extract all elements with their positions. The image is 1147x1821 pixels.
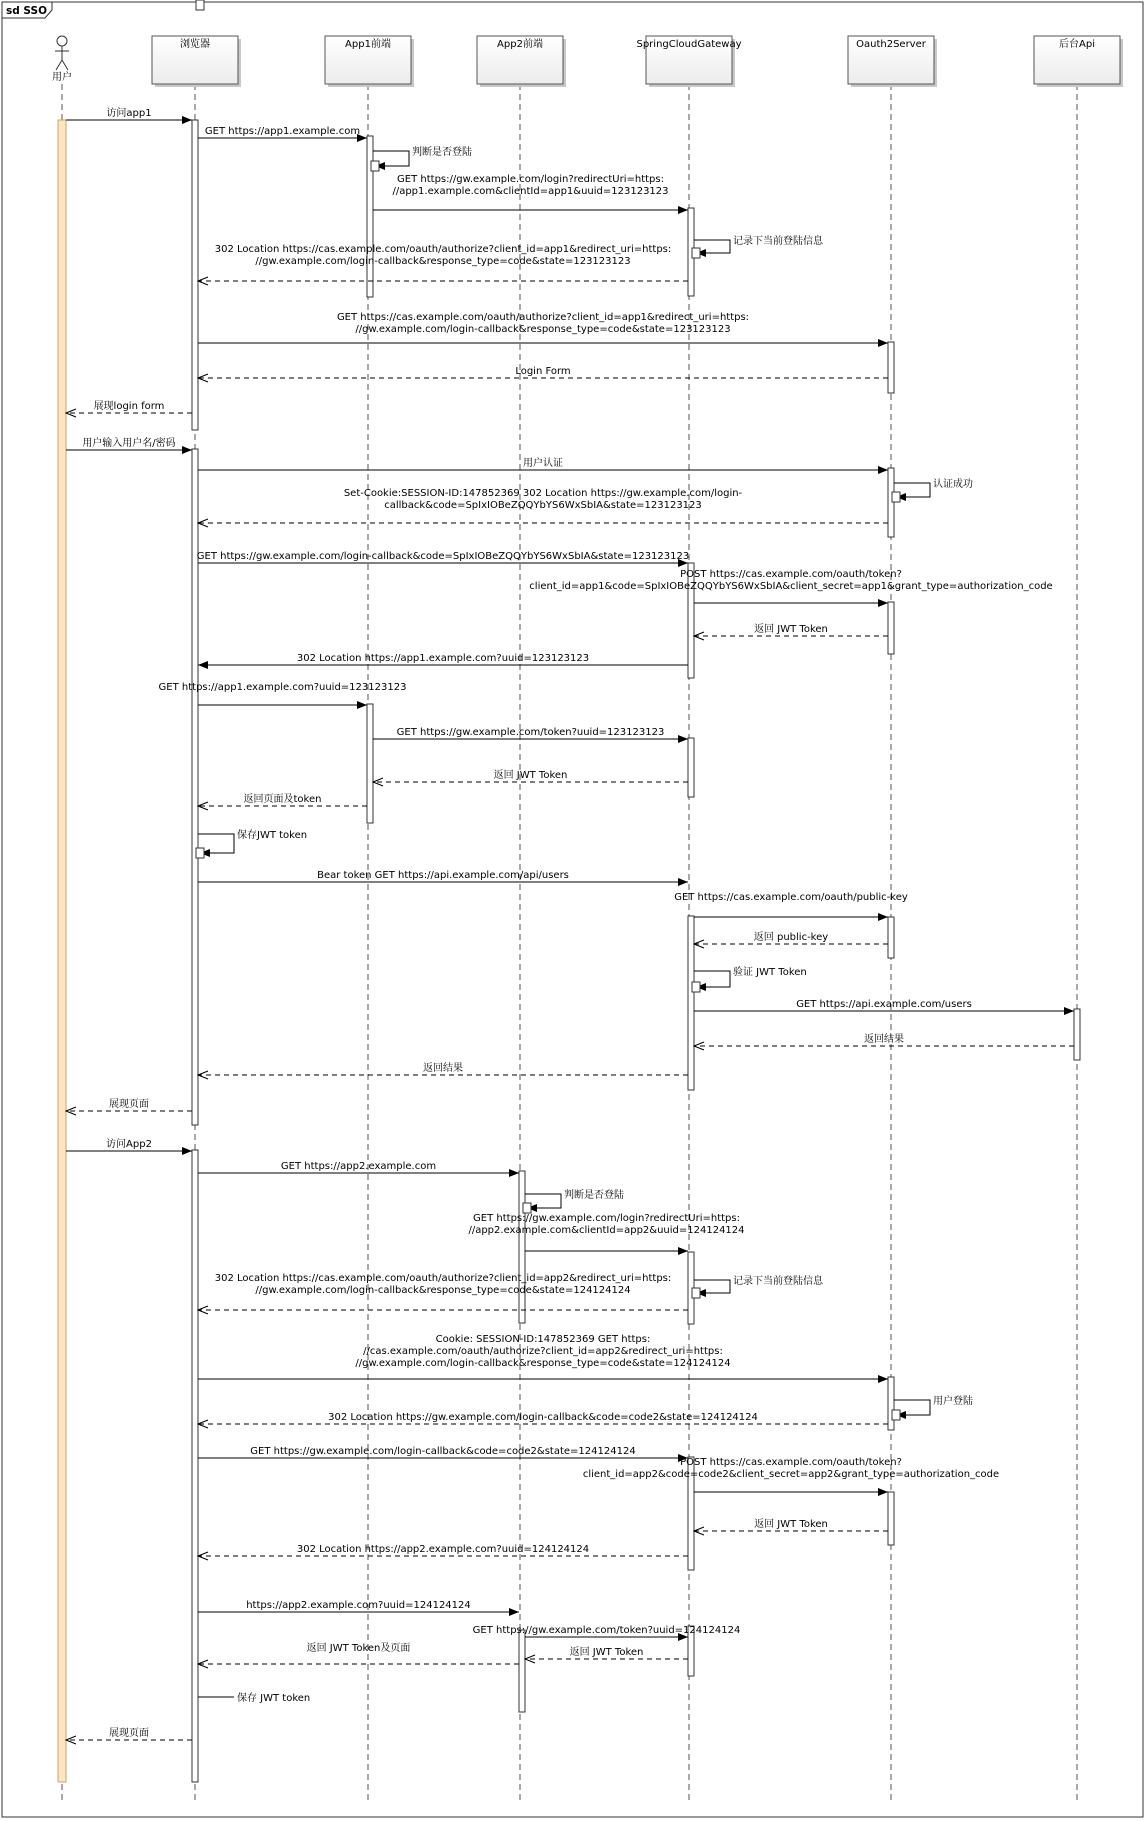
message-label: //gw.example.com/login-callback&response_type=code&state=124124124	[355, 1358, 731, 1369]
activation-bar-browser	[192, 120, 198, 430]
message-label: 展现login form	[93, 401, 165, 412]
message-label: 判断是否登陆	[412, 147, 472, 158]
arrow-head	[878, 599, 888, 607]
message-label: GET https://cas.example.com/oauth/public-key	[674, 892, 908, 903]
activation-bar-browser	[192, 1150, 198, 1782]
message-12	[198, 488, 888, 527]
message-label: 302 Location https://cas.example.com/oauth/authorize?client_id=app2&redirect_uri=https:	[214, 1273, 672, 1284]
message-label: //app1.example.com&clientId=app1&uuid=123123123	[392, 186, 669, 197]
arrow-head	[678, 206, 688, 214]
message-label: 用户输入用户名/密码	[82, 438, 176, 449]
message-label: GET https://app1.example.com?uuid=123123123	[158, 682, 407, 693]
arrow-head	[1064, 1007, 1074, 1015]
participant-label: 后台Api	[1059, 39, 1095, 50]
participant-label: App2前端	[497, 39, 543, 50]
arrow-head	[878, 466, 888, 474]
message-14	[529, 569, 1052, 607]
message-label: GET https://gw.example.com/token?uuid=124124124	[472, 1625, 741, 1636]
message-label: GET https://gw.example.com/login?redirectUri=https:	[397, 174, 664, 185]
message-10	[198, 456, 888, 474]
message-label: //gw.example.com/login-callback&response_type=code&state=124124124	[255, 1285, 631, 1296]
activation-bar-oauth	[888, 602, 894, 654]
actor-head	[57, 36, 67, 46]
participant-label: SpringCloudGateway	[636, 39, 742, 50]
message-label: callback&code=SpIxIOBeZQQYbYS6WxSbIA&state=123123123	[384, 500, 702, 511]
nested-activation	[196, 848, 204, 858]
arrow-head	[678, 1247, 688, 1255]
participant-oauth	[848, 36, 937, 87]
activation-bar-gw	[688, 738, 694, 797]
message-30	[66, 1137, 192, 1155]
nested-activation	[692, 982, 700, 992]
message-label: 用户认证	[523, 458, 563, 469]
message-label: client_id=app2&code=code2&client_secret=app2&grant_type=authorization_code	[582, 1469, 1000, 1480]
message-9	[66, 436, 192, 454]
message-label: Bear token GET https://api.example.com/api/users	[317, 870, 569, 881]
message-34	[692, 1274, 824, 1298]
message-label: 返回结果	[423, 1063, 463, 1074]
message-label: GET https://app1.example.com	[204, 126, 361, 137]
message-23	[674, 892, 908, 921]
message-label: POST https://cas.example.com/oauth/token?	[680, 569, 902, 580]
message-label: 返回 public-key	[753, 932, 829, 943]
message-22	[198, 870, 688, 886]
participant-app1	[325, 36, 414, 87]
message-label: 返回 JWT Token	[754, 624, 828, 635]
message-label: 302 Location https://app1.example.com?uuid=123123123	[296, 653, 590, 664]
nested-activation	[892, 492, 900, 502]
arrow-head	[182, 446, 192, 454]
arrow-head	[182, 1147, 192, 1155]
message-45	[525, 1646, 688, 1663]
message-7	[198, 366, 888, 382]
message-label: 返回结果	[864, 1034, 904, 1045]
message-label: GET https://api.example.com/users	[796, 999, 972, 1010]
message-label: Cookie: SESSION-ID:147852369 GET https:	[435, 1334, 651, 1345]
message-label: //cas.example.com/oauth/authorize?client_id=app2&redirect_uri=https:	[363, 1346, 723, 1357]
message-26	[694, 999, 1074, 1015]
participant-label: Oauth2Server	[856, 39, 926, 50]
arrow-head	[878, 339, 888, 347]
message-38	[198, 1412, 888, 1428]
message-33	[468, 1213, 744, 1255]
message-label: 记录下当前登陆信息	[733, 236, 823, 247]
participant-label: App1前端	[345, 39, 391, 50]
frame-title: sd SSO	[6, 5, 48, 17]
message-label: GET https://gw.example.com/token?uuid=123123123	[396, 727, 665, 738]
nested-activation	[692, 1288, 700, 1298]
message-label: 保存JWT token	[237, 830, 308, 841]
arrow-head	[678, 878, 688, 886]
message-label: GET https://gw.example.com/login?redirectUri=https:	[473, 1213, 740, 1224]
message-label: Set-Cookie:SESSION-ID:147852369 302 Location https://gw.example.com/login-	[343, 488, 743, 499]
nested-activation	[692, 248, 700, 258]
message-label: Login Form	[515, 366, 571, 377]
message-27	[694, 1032, 1074, 1050]
actor-leg-right	[62, 60, 68, 70]
participant-heads	[52, 36, 1123, 87]
arrow-head	[509, 1169, 519, 1177]
activation-bar-oauth	[888, 1492, 894, 1545]
message-label: https://app2.example.com?uuid=124124124	[246, 1600, 471, 1611]
message-0	[66, 106, 192, 124]
activation-bar-app2	[519, 1630, 525, 1712]
message-48	[66, 1727, 192, 1744]
message-label: 返回 JWT Token	[569, 1647, 644, 1658]
message-label: 返回页面及token	[243, 794, 322, 805]
message-label: client_id=app1&code=SpIxIOBeZQQYbYS6WxSbIA&client_secret=app1&grant_type=authorization_code	[529, 581, 1053, 592]
message-46	[198, 1642, 519, 1668]
message-label: 记录下当前登陆信息	[733, 1276, 823, 1287]
nested-activation	[371, 161, 379, 171]
message-29	[66, 1098, 192, 1115]
message-15	[694, 623, 888, 640]
message-label: 返回 JWT Token及页面	[306, 1643, 411, 1654]
message-label: 302 Location https://gw.example.com/login-callback&code=code2&state=124124124	[328, 1412, 758, 1423]
message-44	[473, 1625, 741, 1641]
message-4	[692, 234, 824, 258]
actor-leg-left	[56, 60, 62, 70]
participant-gw	[636, 36, 741, 87]
arrow-head	[878, 1488, 888, 1496]
message-label: 访问app1	[106, 108, 152, 119]
participant-browser	[152, 36, 241, 87]
message-label: 返回 JWT Token	[754, 1519, 828, 1530]
message-label: 判断是否登陆	[564, 1190, 624, 1201]
message-label: 用户登陆	[933, 1396, 973, 1407]
participant-user	[52, 36, 72, 83]
message-2	[371, 145, 472, 171]
message-label: //app2.example.com&clientId=app2&uuid=124124124	[468, 1225, 745, 1236]
message-24	[694, 931, 888, 948]
nested-activation	[523, 1203, 531, 1213]
message-label: 展现页面	[109, 1728, 149, 1739]
arrow-head	[878, 913, 888, 921]
message-6	[198, 312, 888, 347]
message-16	[198, 653, 688, 669]
message-3	[373, 174, 688, 214]
frame-tab	[2, 2, 52, 18]
message-18	[373, 727, 688, 743]
actor-label: 用户	[52, 72, 72, 83]
lifelines	[62, 84, 1077, 1800]
activation-bar-oauth	[888, 342, 894, 393]
message-8	[66, 400, 192, 417]
participant-label: 浏览器	[180, 39, 210, 50]
activation-bar-oauth	[888, 917, 894, 958]
activation-bar-oauth	[888, 1377, 894, 1430]
message-21	[196, 828, 307, 858]
message-11	[892, 477, 973, 502]
message-37	[892, 1394, 973, 1420]
activation-bar-app1	[367, 704, 373, 823]
arrow-head	[198, 661, 208, 669]
message-32	[523, 1188, 624, 1213]
arrow-head	[678, 735, 688, 743]
activation-bar-user	[58, 120, 66, 1782]
message-label: 展现页面	[109, 1099, 149, 1110]
message-41	[694, 1518, 888, 1535]
message-5	[198, 244, 688, 285]
arrow-head	[182, 116, 192, 124]
message-13	[197, 551, 689, 567]
message-label: GET https://gw.example.com/login-callback&code=SpIxIOBeZQQYbYS6WxSbIA&state=123123123	[196, 551, 690, 562]
message-label: 302 Location https://cas.example.com/oauth/authorize?client_id=app1&redirect_uri=https:	[214, 244, 672, 255]
arrow-head	[878, 1375, 888, 1383]
message-label: 验证 JWT Token	[733, 967, 807, 978]
message-label: //gw.example.com/login-callback&response_type=code&state=123123123	[255, 256, 631, 267]
message-43	[198, 1600, 519, 1616]
activation-bar-gw	[688, 916, 694, 1090]
message-label: 认证成功	[933, 479, 973, 490]
message-label: GET https://cas.example.com/oauth/authorize?client_id=app1&redirect_uri=https:	[336, 312, 750, 323]
message-40	[583, 1457, 999, 1496]
activation-bar-app2	[519, 1171, 525, 1323]
message-31	[198, 1161, 519, 1177]
message-25	[692, 965, 807, 992]
message-label: POST https://cas.example.com/oauth/token?	[680, 1457, 902, 1468]
message-label: 302 Location https://app2.example.com?uuid=124124124	[296, 1544, 590, 1555]
activation-bar-api	[1074, 1009, 1080, 1060]
messages	[66, 0, 1074, 1744]
participant-app2	[477, 36, 566, 87]
message-20	[198, 793, 367, 810]
arrow-head	[509, 1608, 519, 1616]
message-28	[198, 1061, 688, 1079]
message-39	[198, 1446, 688, 1462]
participant-api	[1034, 36, 1123, 87]
arrow-head	[357, 701, 367, 709]
message-label: GET https://gw.example.com/login-callback&code=code2&state=124124124	[250, 1446, 636, 1457]
message-42	[198, 1544, 688, 1560]
message-36	[198, 1334, 888, 1383]
message-1	[198, 126, 367, 142]
message-label: 返回 JWT Token	[493, 770, 568, 781]
message-19	[373, 769, 688, 786]
message-label: 保存 JWT token	[237, 1693, 311, 1704]
message-35	[198, 1273, 688, 1314]
activation-bar-app1	[367, 136, 373, 297]
nested-activation	[196, 0, 204, 10]
message-label: //gw.example.com/login-callback&response_type=code&state=123123123	[355, 324, 731, 335]
message-label: 访问App2	[106, 1139, 152, 1150]
nested-activation	[892, 1410, 900, 1420]
message-label: GET https://app2.example.com	[280, 1161, 437, 1172]
